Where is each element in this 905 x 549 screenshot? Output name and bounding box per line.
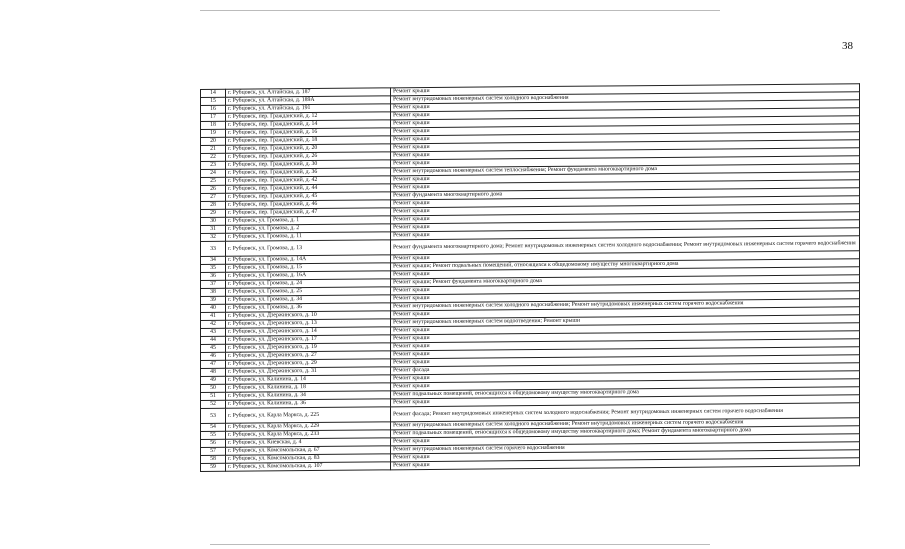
row-number-cell: 17	[201, 113, 226, 121]
work-type-cell: Ремонт крыши	[391, 251, 860, 263]
work-type-cell: Ремонт крыши	[391, 84, 860, 96]
address-cell: г. Рубцовск, ул. Карла Маркса, д. 225	[226, 407, 391, 423]
work-type-cell: Ремонт крыши	[391, 180, 860, 192]
address-cell: г. Рубцовск, ул. Дзержинского, д. 19	[226, 343, 391, 352]
work-type-cell: Ремонт крыши	[391, 291, 860, 303]
work-type-cell: Ремонт крыши	[391, 140, 860, 152]
work-type-cell: Ремонт крыши	[391, 347, 860, 359]
address-cell: г. Рубцовск, пер. Гражданский, д. 14	[226, 120, 391, 129]
address-cell: г. Рубцовск, пер. Гражданский, д. 18	[226, 136, 391, 145]
row-number-cell: 56	[201, 439, 226, 447]
row-number-cell: 58	[201, 455, 226, 463]
address-cell: г. Рубцовск, пер. Гражданский, д. 12	[226, 112, 391, 121]
address-cell: г. Рубцовск, ул. Калинина, д. 14	[226, 375, 391, 384]
address-cell: г. Рубцовск, ул. Киевская, д. 4	[226, 438, 391, 447]
address-cell: г. Рубцовск, ул. Дзержинского, д. 14	[226, 327, 391, 336]
address-cell: г. Рубцовск, ул. Громова, д. 2	[226, 224, 391, 233]
address-cell: г. Рубцовск, ул. Дзержинского, д. 27	[226, 351, 391, 360]
work-type-cell: Ремонт крыши	[391, 124, 860, 136]
row-number-cell: 18	[201, 121, 226, 129]
address-cell: г. Рубцовск, ул. Громова, д. 1	[226, 216, 391, 225]
row-number-cell: 28	[201, 201, 226, 209]
address-cell: г. Рубцовск, ул. Калинина, д. 36	[226, 399, 391, 408]
row-number-cell: 52	[201, 400, 226, 408]
row-number-cell: 24	[201, 169, 226, 177]
address-cell: г. Рубцовск, ул. Дзержинского, д. 10	[226, 311, 391, 320]
work-type-cell: Ремонт крыши	[391, 355, 860, 367]
scan-artifact-bottom	[210, 544, 710, 545]
row-number-cell: 40	[201, 304, 226, 312]
address-cell: г. Рубцовск, ул. Громова, д. 13	[226, 240, 391, 256]
address-cell: г. Рубцовск, ул. Громова, д. 14А	[226, 255, 391, 264]
row-number-cell: 22	[201, 153, 226, 161]
address-cell: г. Рубцовск, пер. Гражданский, д. 36	[226, 168, 391, 177]
work-type-cell: Ремонт фасада	[391, 363, 860, 375]
work-type-cell: Ремонт внутридомовых инженерных систем теплоснабжения; Ремонт фундамента многоквартирного дома	[391, 164, 860, 176]
address-cell: г. Рубцовск, ул. Дзержинского, д. 29	[226, 359, 391, 368]
work-type-cell: Ремонт крыши	[391, 331, 860, 343]
work-type-cell: Ремонт крыши	[391, 267, 860, 279]
work-type-cell: Ремонт внутридомовых инженерных систем горячего водоснабжения	[391, 442, 860, 454]
table-body	[201, 84, 860, 472]
work-type-cell: Ремонт крыши	[391, 283, 860, 295]
row-number-cell: 16	[201, 105, 226, 113]
address-cell: г. Рубцовск, ул. Комсомольская, д. 107	[226, 462, 391, 471]
row-number-cell: 27	[201, 193, 226, 201]
work-type-cell: Ремонт крыши; Ремонт фундамента многоквартирного дома	[391, 275, 860, 287]
address-cell: г. Рубцовск, пер. Гражданский, д. 20	[226, 144, 391, 153]
work-type-cell: Ремонт крыши	[391, 108, 860, 120]
address-cell: г. Рубцовск, ул. Калинина, д. 34	[226, 391, 391, 400]
work-type-cell: Ремонт крыши	[391, 156, 860, 168]
work-type-cell: Ремонт крыши	[391, 116, 860, 128]
work-type-cell: Ремонт внутридомовых инженерных систем холодного водоснабжения; Ремонт внутридомовых инженерных систем горячего водоснабжения	[391, 418, 860, 430]
scan-artifact-top	[200, 10, 720, 11]
row-number-cell: 54	[201, 423, 226, 431]
address-cell: г. Рубцовск, ул. Карла Маркса, д. 229	[226, 422, 391, 431]
address-cell: г. Рубцовск, ул. Алтайская, д. 187	[226, 88, 391, 97]
work-type-cell: Ремонт крыши	[391, 379, 860, 391]
work-type-cell: Ремонт крыши	[391, 220, 860, 232]
row-number-cell: 45	[201, 344, 226, 352]
work-type-cell: Ремонт крыши	[391, 100, 860, 112]
work-type-cell: Ремонт крыши	[391, 132, 860, 144]
row-number-cell: 43	[201, 328, 226, 336]
row-number-cell: 20	[201, 137, 226, 145]
row-number-cell: 21	[201, 145, 226, 153]
page-number: 38	[842, 40, 853, 52]
work-type-cell: Ремонт крыши	[391, 212, 860, 224]
row-number-cell: 23	[201, 161, 226, 169]
address-cell: г. Рубцовск, ул. Громова, д. 24	[226, 279, 391, 288]
address-cell: г. Рубцовск, ул. Дзержинского, д. 13	[226, 319, 391, 328]
row-number-cell: 35	[201, 264, 226, 272]
row-number-cell: 39	[201, 296, 226, 304]
address-cell: г. Рубцовск, пер. Гражданский, д. 47	[226, 208, 391, 217]
work-type-cell: Ремонт крыши	[391, 204, 860, 216]
row-number-cell: 57	[201, 447, 226, 455]
work-type-cell: Ремонт крыши	[391, 196, 860, 208]
address-cell: г. Рубцовск, пер. Гражданский, д. 26	[226, 152, 391, 161]
address-cell: г. Рубцовск, ул. Громова, д. 36	[226, 303, 391, 312]
work-type-cell: Ремонт крыши	[391, 434, 860, 446]
row-number-cell: 46	[201, 352, 226, 360]
work-type-cell: Ремонт фундамента многоквартирного дома; Ремонт внутридомовых инженерных систем холодного водоснабжения; Ремонт внутридомовых инженерных систем горячего водоснабжения	[391, 236, 860, 255]
row-number-cell: 50	[201, 384, 226, 392]
address-cell: г. Рубцовск, пер. Гражданский, д. 42	[226, 176, 391, 185]
row-number-cell: 31	[201, 225, 226, 233]
work-type-cell: Ремонт крыши	[391, 148, 860, 160]
address-cell: г. Рубцовск, ул. Дзержинского, д. 31	[226, 367, 391, 376]
row-number-cell: 33	[201, 241, 226, 256]
address-cell: г. Рубцовск, ул. Громова, д. 34	[226, 295, 391, 304]
work-type-cell: Ремонт крыши	[391, 371, 860, 383]
work-type-cell: Ремонт крыши	[391, 172, 860, 184]
address-cell: г. Рубцовск, пер. Гражданский, д. 45	[226, 192, 391, 201]
address-cell: г. Рубцовск, ул. Калинина, д. 18	[226, 383, 391, 392]
row-number-cell: 55	[201, 431, 226, 439]
row-number-cell: 26	[201, 185, 226, 193]
row-number-cell: 29	[201, 209, 226, 217]
work-type-cell: Ремонт подвальных помещений, относящихся к общедомовому имуществу многоквартирного дома	[391, 387, 860, 399]
row-number-cell: 44	[201, 336, 226, 344]
row-number-cell: 42	[201, 320, 226, 328]
work-type-cell: Ремонт крыши	[391, 307, 860, 319]
work-type-cell: Ремонт крыши	[391, 323, 860, 335]
work-type-cell: Ремонт крыши	[391, 395, 860, 407]
row-number-cell: 41	[201, 312, 226, 320]
address-cell: г. Рубцовск, ул. Карла Маркса, д. 233	[226, 430, 391, 439]
address-cell: г. Рубцовск, ул. Алтайская, д. 189А	[226, 96, 391, 105]
row-number-cell: 47	[201, 360, 226, 368]
work-type-cell: Ремонт крыши	[391, 458, 860, 470]
work-type-cell: Ремонт крыши	[391, 339, 860, 351]
address-cell: г. Рубцовск, ул. Алтайская, д. 191	[226, 104, 391, 113]
work-type-cell: Ремонт крыши	[391, 450, 860, 462]
row-number-cell: 51	[201, 392, 226, 400]
address-cell: г. Рубцовск, ул. Громова, д. 25	[226, 287, 391, 296]
address-cell: г. Рубцовск, пер. Гражданский, д. 46	[226, 200, 391, 209]
work-type-cell: Ремонт внутридомовых инженерных систем холодного водоснабжения; Ремонт внутридомовых инженерных систем горячего водоснабжения	[391, 299, 860, 311]
address-cell: г. Рубцовск, пер. Гражданский, д. 44	[226, 184, 391, 193]
work-type-cell: Ремонт внутридомовых инженерных систем водоотведения; Ремонт крыши	[391, 315, 860, 327]
row-number-cell: 15	[201, 97, 226, 105]
work-type-cell: Ремонт фасада; Ремонт внутридомовых инженерных систем холодного водоснабжения; Ремонт внутридомовых инженерных систем горячего водоснабжения	[391, 403, 860, 422]
address-cell: г. Рубцовск, ул. Громова, д. 11	[226, 232, 391, 241]
repair-table-wrapper	[200, 83, 860, 472]
repair-table	[200, 83, 860, 472]
row-number-cell: 30	[201, 217, 226, 225]
address-cell: г. Рубцовск, пер. Гражданский, д. 16	[226, 128, 391, 137]
row-number-cell: 48	[201, 368, 226, 376]
row-number-cell: 37	[201, 280, 226, 288]
row-number-cell: 32	[201, 233, 226, 241]
row-number-cell: 59	[201, 463, 226, 471]
row-number-cell: 53	[201, 408, 226, 423]
row-number-cell: 19	[201, 129, 226, 137]
row-number-cell: 14	[201, 89, 226, 97]
address-cell: г. Рубцовск, ул. Комсомольская, д. 83	[226, 454, 391, 463]
row-number-cell: 36	[201, 272, 226, 280]
address-cell: г. Рубцовск, ул. Дзержинского, д. 17	[226, 335, 391, 344]
work-type-cell: Ремонт крыши; Ремонт подвальных помещений, относящихся к общедомовому имуществу многоквартирного дома	[391, 259, 860, 271]
address-cell: г. Рубцовск, пер. Гражданский, д. 30	[226, 160, 391, 169]
row-number-cell: 38	[201, 288, 226, 296]
address-cell: г. Рубцовск, ул. Громова, д. 15	[226, 263, 391, 272]
work-type-cell: Ремонт крыши	[391, 228, 860, 240]
address-cell: г. Рубцовск, ул. Комсомольская, д. 67	[226, 446, 391, 455]
row-number-cell: 25	[201, 177, 226, 185]
work-type-cell: Ремонт подвальных помещений, относящихся к общедомовому имуществу многоквартирного дома; Ремонт фундамента многоквартирного дома	[391, 426, 860, 438]
row-number-cell: 34	[201, 256, 226, 264]
work-type-cell: Ремонт фундамента многоквартирного дома	[391, 188, 860, 200]
work-type-cell: Ремонт внутридомовых инженерных систем холодного водоснабжения	[391, 92, 860, 104]
row-number-cell: 49	[201, 376, 226, 384]
address-cell: г. Рубцовск, ул. Громова, д. 16А	[226, 271, 391, 280]
